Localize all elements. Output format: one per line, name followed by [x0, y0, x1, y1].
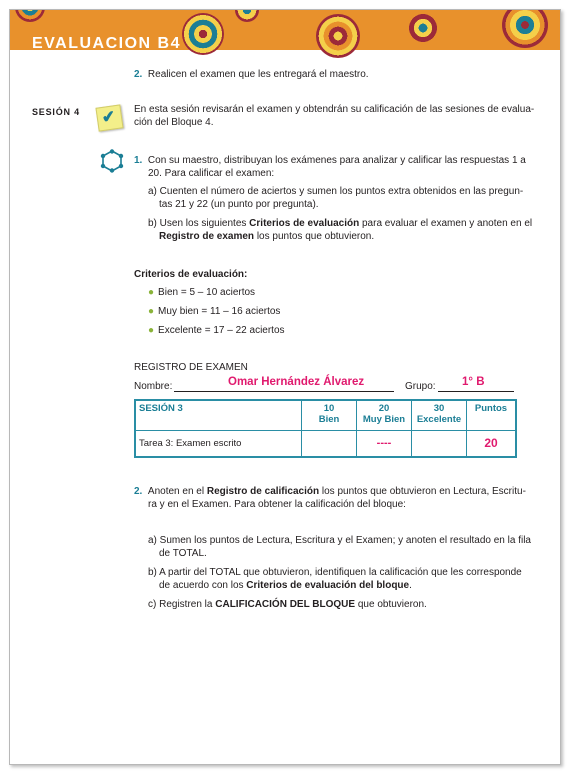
- step-1: [134, 154, 526, 180]
- step-2-c: [148, 598, 427, 611]
- step-1-b: [148, 217, 532, 243]
- header-label: Excelente: [416, 414, 462, 425]
- cell-bien: [302, 430, 357, 457]
- name-value: Omar Hernández Álvarez: [228, 376, 365, 388]
- header-label: Muy Bien: [362, 414, 406, 425]
- criteria-text: Excelente = 17 – 22 aciertos: [158, 325, 285, 336]
- header-puntos: Puntos: [467, 400, 517, 430]
- step-text: b) A partir del TOTAL que obtuvieron, identifiquen la calificación que les corresponde: [148, 567, 522, 578]
- step-text: ra y en el Examen. Para obtener la calificación del bloque:: [148, 499, 406, 510]
- step-text: de acuerdo con los: [159, 580, 247, 591]
- step-1-a: [148, 185, 523, 211]
- cell-excelente: [412, 430, 467, 457]
- step-text: Con su maestro, distribuyan los exámenes para analizar y calificar las respuestas 1 a: [147, 155, 526, 166]
- step-2-b: [148, 566, 522, 592]
- group-label: Grupo:: [405, 381, 436, 392]
- intro-line: En esta sesión revisarán el examen y obtendrán su calificación de las sesiones de evalua-: [134, 104, 535, 115]
- step-text: a) Cuenten el número de aciertos y sumen los puntos extra obtenidos en las pregun-: [148, 186, 524, 197]
- header-muy-bien: [357, 400, 412, 430]
- header-points: 30: [433, 403, 445, 414]
- check-icon: ✔: [100, 108, 117, 127]
- instruction-text: Realicen el examen que les entregará el maestro.: [147, 69, 369, 80]
- bold-term: CALIFICACIÓN DEL BLOQUE: [215, 599, 356, 610]
- decorative-circle: [406, 11, 440, 45]
- header-bien: [302, 400, 357, 430]
- header-points: 20: [378, 403, 390, 414]
- step-text: los puntos que obtuvieron.: [254, 231, 375, 242]
- step-text: c) Registren la: [148, 599, 216, 610]
- item-number: 2.: [134, 69, 143, 80]
- table-header-row: [135, 400, 516, 430]
- step-text: de TOTAL.: [159, 548, 207, 559]
- header-bar: [10, 10, 560, 50]
- decorative-circle: [235, 9, 259, 22]
- bold-term: Criterios de evaluación del bloque: [246, 580, 410, 591]
- bold-term: Registro de examen: [159, 231, 255, 242]
- criteria-item: [148, 305, 280, 318]
- header-label: Bien: [318, 414, 340, 425]
- step-text: Anoten en el: [147, 486, 207, 497]
- step-text: que obtuvieron.: [355, 599, 427, 610]
- step-text: tas 21 y 22 (un punto por pregunta).: [159, 199, 319, 210]
- register-title: REGISTRO DE EXAMEN: [134, 362, 248, 373]
- criteria-item: [148, 286, 255, 299]
- sticky-note-check-icon: [95, 104, 123, 131]
- bullet-icon: ●: [148, 325, 155, 336]
- step-text: a) Sumen los puntos de Lectura, Escritura y el Examen; y anoten el resultado en la fila: [148, 535, 531, 546]
- page-title: EVALUACION B4: [32, 35, 181, 52]
- step-text: .: [409, 580, 412, 591]
- header-points: 10: [323, 403, 335, 414]
- criteria-text: Bien = 5 – 10 aciertos: [158, 287, 256, 298]
- bullet-icon: ●: [148, 287, 155, 298]
- group-line: [438, 391, 514, 392]
- bold-term: Registro de calificación: [206, 486, 320, 497]
- row-label: Tarea 3: Examen escrito: [135, 430, 302, 457]
- intro-line: ción del Bloque 4.: [134, 117, 214, 128]
- step-number: 1.: [134, 155, 143, 166]
- session-label: SESIÓN 4: [32, 107, 80, 117]
- step-2: [134, 485, 526, 511]
- page: [9, 9, 561, 765]
- step-text: los puntos que obtuvieron en Lectura, Escritu-: [319, 486, 526, 497]
- step-text: para evaluar el examen y anoten en el: [359, 218, 533, 229]
- criteria-text: Muy bien = 11 – 16 aciertos: [158, 306, 281, 317]
- cell-puntos: 20: [467, 430, 517, 457]
- bold-term: Criterios de evaluación: [249, 218, 360, 229]
- step-number: 2.: [134, 486, 143, 497]
- register-table: [134, 399, 517, 458]
- criteria-item: [148, 324, 285, 337]
- bullet-icon: ●: [148, 306, 155, 317]
- name-line: [174, 391, 394, 392]
- instruction-line: [134, 68, 369, 81]
- session-intro: [134, 103, 534, 129]
- table-row: [135, 430, 516, 457]
- decorative-circle: [316, 14, 360, 58]
- step-text: b) Usen los siguientes: [148, 218, 250, 229]
- header-session: SESIÓN 3: [135, 400, 302, 430]
- group-work-hexagon-icon: [100, 149, 124, 173]
- step-text: 20. Para calificar el examen:: [148, 168, 275, 179]
- cell-muy-bien: ----: [357, 430, 412, 457]
- group-value: 1° B: [462, 376, 485, 388]
- decorative-circle: [502, 9, 548, 48]
- decorative-circle: [15, 9, 45, 22]
- criteria-title: Criterios de evaluación:: [134, 269, 248, 280]
- decorative-circle: [182, 13, 224, 55]
- step-2-a: [148, 534, 531, 560]
- header-excelente: [412, 400, 467, 430]
- name-label: Nombre:: [134, 381, 173, 392]
